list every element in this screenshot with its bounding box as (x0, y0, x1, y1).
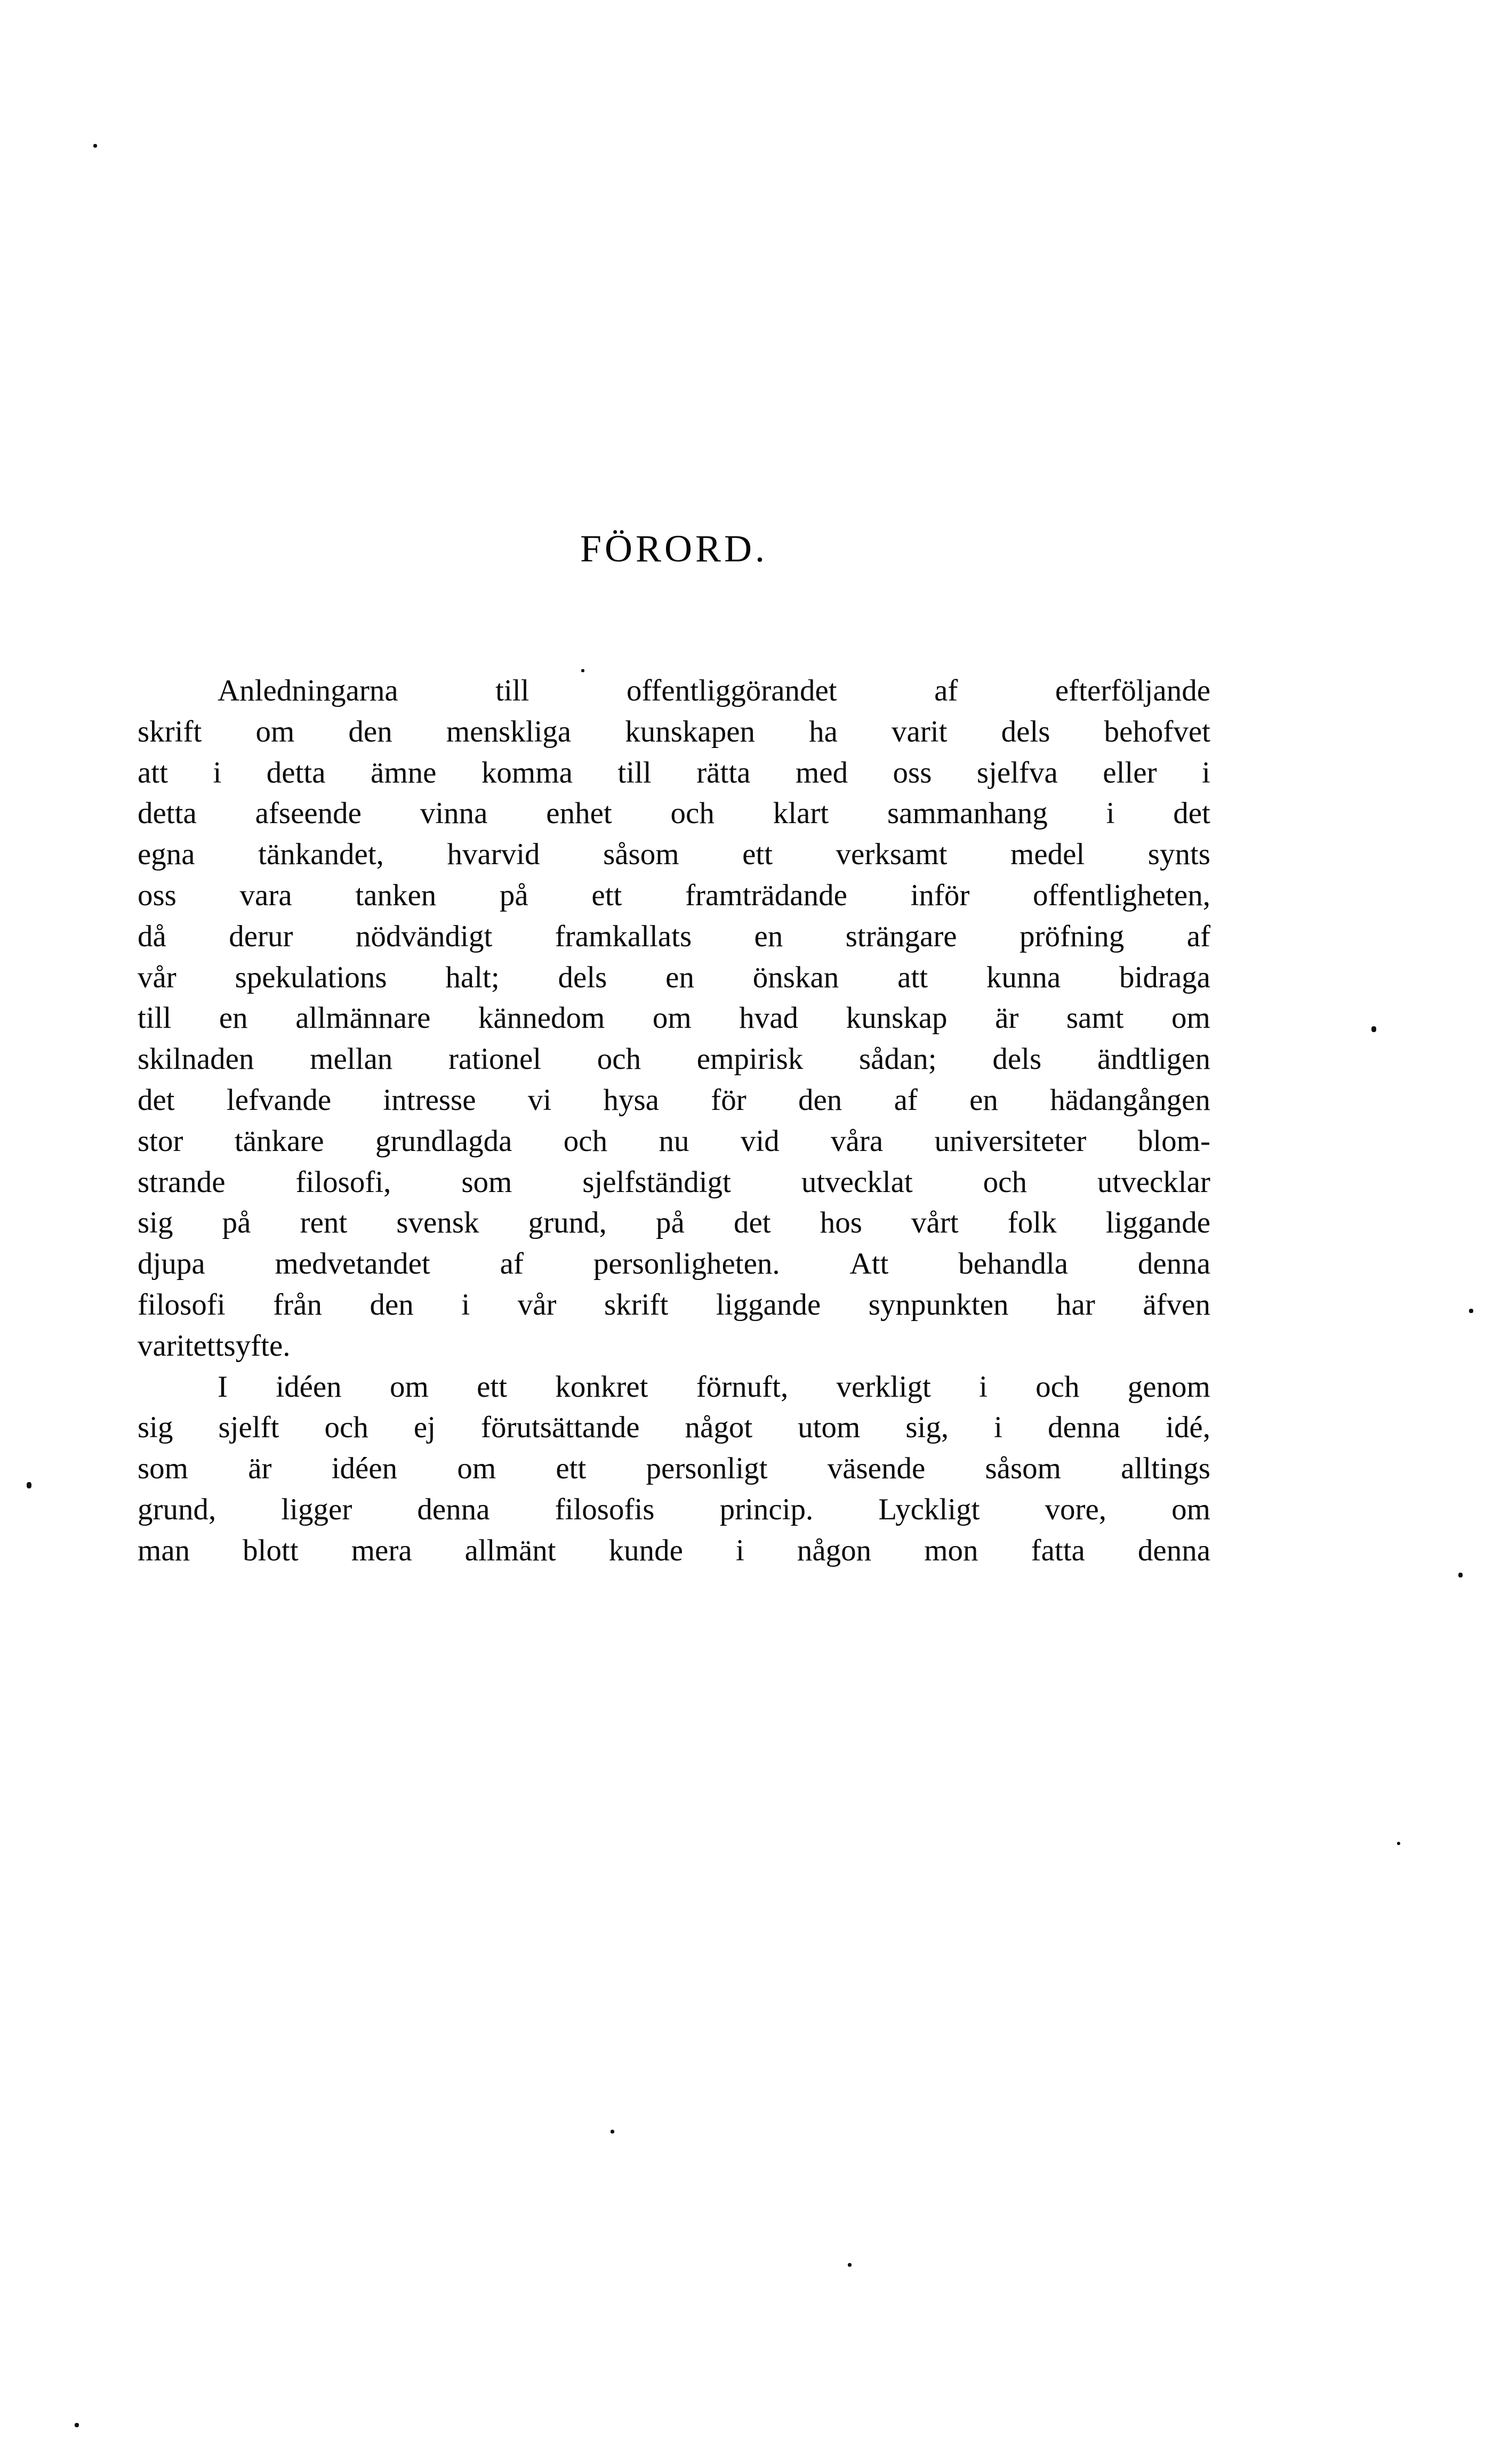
word: medvetandet (275, 1247, 430, 1281)
text-line (138, 834, 1210, 875)
word: bidraga (1119, 960, 1210, 994)
word: princip. (719, 1492, 814, 1526)
word: blom- (1137, 1124, 1210, 1158)
word: nu (659, 1124, 689, 1158)
word: samt (1066, 1001, 1124, 1035)
word: på (656, 1206, 685, 1240)
word: framträdande (685, 878, 847, 912)
word: om (255, 714, 295, 748)
word: behandla (958, 1247, 1068, 1281)
word: tänkare (234, 1124, 324, 1158)
word: såsom (603, 838, 679, 872)
word: hvad (739, 1001, 799, 1035)
word: Att (849, 1247, 889, 1281)
word: pröfning (1020, 919, 1125, 953)
word: filosofi, (295, 1165, 391, 1199)
word: ett (556, 1452, 587, 1486)
word: inför (910, 878, 970, 912)
word: mellan (310, 1042, 393, 1076)
text-line (138, 712, 1210, 753)
word: allmännare (295, 1001, 431, 1035)
word: mon (924, 1533, 978, 1567)
word: dels (1001, 714, 1050, 748)
word: väsende (827, 1452, 926, 1486)
text-line (138, 1285, 1210, 1326)
word: sådan; (858, 1042, 937, 1076)
word: sjelfständigt (582, 1165, 731, 1199)
scan-speck (611, 2130, 614, 2133)
word: denna (417, 1492, 490, 1526)
word: till (617, 755, 652, 790)
scan-speck (848, 2263, 852, 2267)
text-line (138, 1121, 1210, 1162)
word: kunde (608, 1533, 683, 1567)
word: filosofis (555, 1492, 655, 1526)
word: från (273, 1287, 322, 1322)
word: verksamt (836, 838, 948, 872)
word: strande (138, 1165, 226, 1199)
word: framkallats (555, 919, 692, 953)
word: är (248, 1452, 272, 1486)
word: alltings (1121, 1452, 1210, 1486)
word: i (736, 1533, 744, 1567)
word: äfven (1143, 1287, 1210, 1322)
word: egna (138, 838, 195, 872)
word: konkret (555, 1370, 648, 1404)
word: och (563, 1124, 608, 1158)
word: synts (1147, 838, 1210, 872)
word: offentliggörandet (626, 674, 837, 707)
word: vore, (1045, 1492, 1107, 1526)
word: på (499, 878, 528, 912)
word: och (983, 1165, 1027, 1199)
word: verkligt (836, 1370, 931, 1404)
word: detta (138, 796, 197, 831)
word: om (652, 1001, 692, 1035)
word: grundlagda (375, 1124, 512, 1158)
word: är (995, 1001, 1019, 1035)
word: ändtligen (1097, 1042, 1210, 1076)
word: intresse (383, 1083, 476, 1117)
word: har (1056, 1287, 1095, 1322)
word: sig (138, 1206, 173, 1240)
word: man (138, 1533, 190, 1567)
word: Anledningarna (218, 674, 398, 707)
word: skrift (604, 1287, 669, 1322)
word: hos (820, 1206, 862, 1240)
word: som (461, 1165, 512, 1199)
word: i (461, 1287, 470, 1322)
word: med (795, 755, 848, 790)
text-line (138, 1448, 1210, 1489)
text-line (138, 1407, 1210, 1448)
word: om (1171, 1001, 1210, 1035)
word: våra (831, 1124, 884, 1158)
word: oss (138, 878, 176, 912)
text-line (138, 753, 1210, 794)
word: och (670, 796, 715, 831)
word: vår (138, 960, 176, 994)
word: stor (138, 1124, 183, 1158)
word: en (219, 1001, 248, 1035)
word: klart (773, 796, 829, 831)
word: Lyckligt (878, 1492, 980, 1526)
word: ligger (281, 1492, 352, 1526)
word: ett (591, 878, 622, 912)
word: ämne (371, 755, 437, 790)
word: på (222, 1206, 251, 1240)
word: djupa (138, 1247, 205, 1281)
word: att (138, 755, 168, 790)
word: syfte. (223, 1328, 291, 1363)
word: af (1186, 919, 1210, 953)
word: ett (742, 838, 773, 872)
word: såsom (985, 1452, 1061, 1486)
word: fatta (1031, 1533, 1085, 1567)
word: i (213, 755, 222, 790)
word: tänkandet, (258, 838, 384, 872)
word: varit (892, 714, 948, 748)
word: om (389, 1370, 429, 1404)
word: vårt (911, 1206, 959, 1240)
word: sjelft (218, 1411, 279, 1445)
word: dels (992, 1042, 1042, 1076)
word: lefvande (226, 1083, 332, 1117)
scan-speck (581, 669, 584, 672)
word: förutsättande (480, 1411, 640, 1445)
word: ej (413, 1411, 436, 1445)
text-line (138, 1203, 1210, 1244)
text-line (138, 1244, 1210, 1285)
paragraph-2 (138, 1367, 1210, 1572)
word: då (138, 919, 166, 953)
word: förnuft, (696, 1370, 789, 1404)
text-line (138, 1367, 1210, 1408)
word: svensk (396, 1206, 479, 1240)
text-line (138, 957, 1210, 999)
word: denna (1137, 1533, 1210, 1567)
word: nödvändigt (355, 919, 493, 953)
word: liggande (1105, 1206, 1210, 1240)
word: det (1173, 796, 1210, 831)
text-column (138, 671, 1210, 1572)
word: dels (558, 960, 607, 994)
word: efterföljande (1055, 674, 1210, 707)
word: oss (893, 755, 932, 790)
text-line (138, 1531, 1210, 1572)
word: liggande (716, 1287, 821, 1322)
word: medel (1010, 838, 1085, 872)
word: i (994, 1411, 1002, 1445)
word: enhet (546, 796, 612, 831)
text-line (138, 875, 1210, 916)
text-line (138, 1080, 1210, 1121)
scan-speck (1469, 1309, 1473, 1313)
word: varit (138, 1328, 194, 1363)
word: I (218, 1370, 228, 1404)
word: skilnaden (138, 1042, 254, 1076)
scan-speck (75, 2423, 79, 2427)
word: mera (351, 1533, 412, 1567)
word: synpunkten (868, 1287, 1009, 1322)
word: ha (809, 714, 838, 748)
word: sjelfva (976, 755, 1058, 790)
word: den (370, 1287, 414, 1322)
word: vinna (420, 796, 488, 831)
word: eller (1103, 755, 1157, 790)
text-line (138, 1162, 1210, 1203)
word: universiteter (934, 1124, 1087, 1158)
word: afseende (255, 796, 362, 831)
word: i (1106, 796, 1115, 831)
word: af (934, 674, 958, 707)
word: som (138, 1452, 189, 1486)
word: till (495, 674, 529, 707)
text-line (138, 793, 1210, 834)
word: önskan (752, 960, 839, 994)
word: personligheten. (593, 1247, 780, 1281)
word: skrift (138, 714, 202, 748)
word: en (665, 960, 694, 994)
word: spekulations (235, 960, 387, 994)
word: det (138, 1083, 175, 1117)
word: folk (1007, 1206, 1057, 1240)
text-line (138, 916, 1210, 957)
word: offentligheten, (1033, 878, 1210, 912)
word: vår (517, 1287, 557, 1322)
paragraph-1 (138, 671, 1210, 1367)
scan-speck (1397, 1842, 1400, 1845)
scan-speck (93, 144, 97, 148)
word: om (457, 1452, 496, 1486)
word: hädangången (1050, 1083, 1210, 1117)
word: sig, (905, 1411, 949, 1445)
word: idé, (1166, 1411, 1210, 1445)
word: allmänt (464, 1533, 556, 1567)
word: strängare (845, 919, 957, 953)
word: personligt (646, 1452, 768, 1486)
word: utvecklar (1097, 1165, 1210, 1199)
word: hysa (603, 1083, 659, 1117)
word: derur (229, 919, 293, 953)
text-line (138, 1039, 1210, 1080)
word: vara (239, 878, 292, 912)
word: utom (798, 1411, 861, 1445)
word: rent (300, 1206, 348, 1240)
word: utvecklat (801, 1165, 913, 1199)
word: vid (740, 1124, 780, 1158)
word: det (733, 1206, 771, 1240)
word: kunna (986, 960, 1061, 994)
word: en (754, 919, 783, 953)
word: vi (527, 1083, 552, 1117)
word: den (798, 1083, 842, 1117)
word: grund, (138, 1492, 216, 1526)
word: sammanhang (887, 796, 1048, 831)
word: detta (266, 755, 326, 790)
text-line (138, 1326, 1210, 1367)
word: något (685, 1411, 753, 1445)
word: behofvet (1104, 714, 1210, 748)
word: kunskap (846, 1001, 948, 1035)
scan-speck (27, 1482, 31, 1488)
word: genom (1127, 1370, 1210, 1404)
word: sig (138, 1411, 173, 1445)
word: af (894, 1083, 918, 1117)
word: empirisk (696, 1042, 804, 1076)
text-line (138, 1489, 1210, 1531)
text-line (138, 998, 1210, 1039)
word: komma (481, 755, 573, 790)
word: någon (797, 1533, 872, 1567)
word: om (1171, 1492, 1210, 1526)
word: hvarvid (447, 838, 540, 872)
word: kunskapen (625, 714, 755, 748)
word: halt; (445, 960, 500, 994)
word: en (969, 1083, 998, 1117)
word: denna (1047, 1411, 1121, 1445)
word: rätta (696, 755, 751, 790)
word: af (500, 1247, 524, 1281)
word: ett (477, 1370, 508, 1404)
word: kännedom (478, 1001, 605, 1035)
scan-speck (1458, 1573, 1463, 1577)
word: för (711, 1083, 746, 1117)
word: i (1202, 755, 1210, 790)
word: och (324, 1411, 368, 1445)
scan-speck (1371, 1026, 1376, 1032)
word: den (348, 714, 392, 748)
word: ett (193, 1328, 224, 1363)
text-line (138, 671, 1210, 712)
word: tanken (355, 878, 437, 912)
word: idéen (276, 1370, 342, 1404)
word: och (597, 1042, 641, 1076)
word: idéen (331, 1452, 398, 1486)
word: filosofi (138, 1287, 226, 1322)
word: och (1036, 1370, 1080, 1404)
word: i (979, 1370, 988, 1404)
word: grund, (528, 1206, 607, 1240)
word: rationel (448, 1042, 542, 1076)
word: menskliga (446, 714, 572, 748)
word: att (897, 960, 928, 994)
page-title: FÖRORD. (580, 527, 768, 570)
word: till (138, 1001, 172, 1035)
word: denna (1137, 1247, 1210, 1281)
word: blott (243, 1533, 299, 1567)
